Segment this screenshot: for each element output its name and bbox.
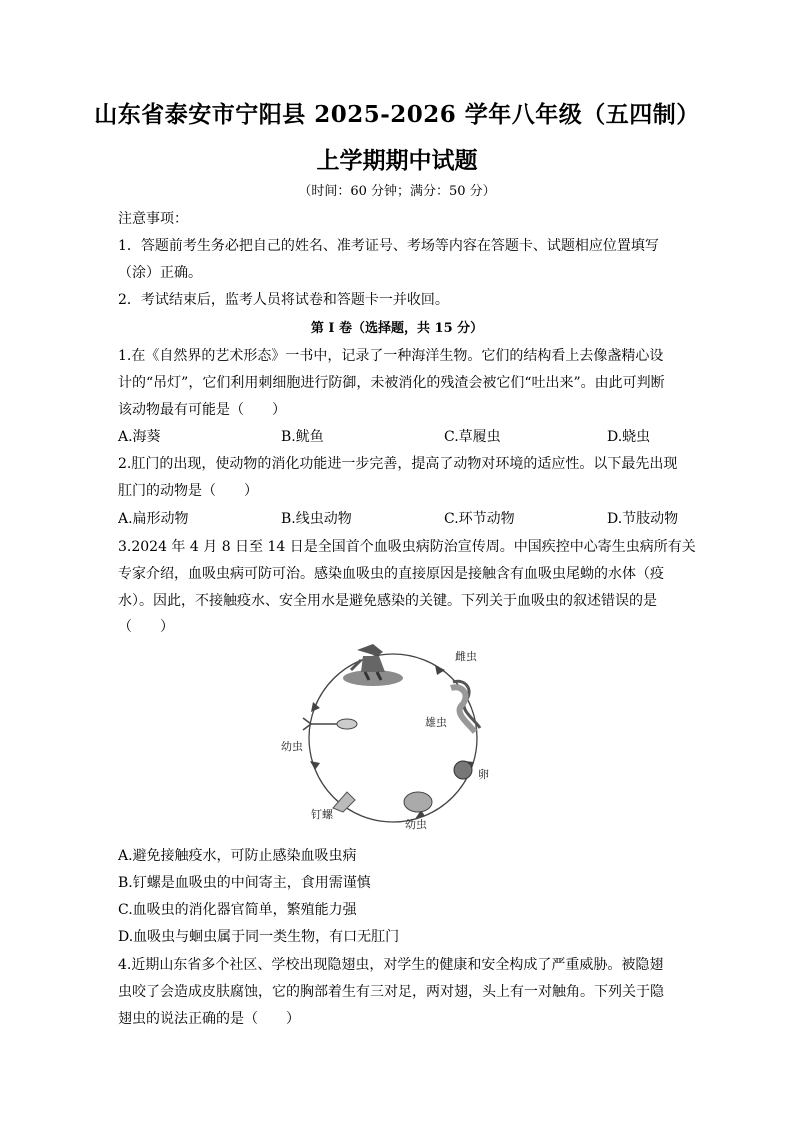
option-b: B.鱿鱼 xyxy=(281,429,324,445)
notes-header: 注意事项： xyxy=(118,211,188,227)
note-line: 2．考试结束后，监考人员将试卷和答题卡一并收回。 xyxy=(118,292,449,308)
question-3-line: （ ） xyxy=(118,619,174,635)
option-b: B.线虫动物 xyxy=(281,511,352,527)
question-4-line: 翅虫的说法正确的是（ ） xyxy=(118,1011,300,1027)
question-2-line: 肛门的动物是（ ） xyxy=(118,483,258,499)
question-1-line: 1.在《自然界的艺术形态》一书中，记录了一种海洋生物。它们的结构看上去像盏精心设 xyxy=(118,348,664,364)
option-d: D.蛲虫 xyxy=(607,429,651,445)
egg-icon xyxy=(454,761,472,779)
option-c: C.草履虫 xyxy=(444,429,501,445)
label-egg: 卵 xyxy=(478,768,489,781)
arrow-icon xyxy=(310,761,320,770)
schistosome-life-cycle-diagram xyxy=(265,640,525,840)
question-1-line: 该动物最有可能是（ ） xyxy=(118,402,286,418)
option-c: C.环节动物 xyxy=(444,511,515,527)
note-line: （涂）正确。 xyxy=(118,265,202,281)
time-score-info: （时间：60 分钟；满分：50 分） xyxy=(298,184,496,199)
question-2-options xyxy=(118,508,678,528)
option-a: A.扁形动物 xyxy=(118,511,189,527)
exam-title: 山东省泰安市宁阳县 2025-2026 学年八年级（五四制） xyxy=(94,101,700,128)
question-3-line: 专家介绍，血吸虫病可防可治。感染血吸虫的直接原因是接触含有血吸虫尾蚴的水体（疫 xyxy=(118,566,664,582)
question-1-line: 计的“吊灯”，它们利用刺细胞进行防御，未被消化的残渣会被它们“吐出来”。由此可判断 xyxy=(118,375,665,391)
snail-icon xyxy=(333,792,355,812)
label-male-worm: 雄虫 xyxy=(425,716,447,729)
label-female-worm: 雌虫 xyxy=(455,650,477,663)
label-snail: 钉螺 xyxy=(311,808,333,821)
option-b: B.钉螺是血吸虫的中间寄主，食用需谨慎 xyxy=(118,875,371,891)
section-title: 第 I 卷（选择题，共 15 分） xyxy=(310,321,484,336)
arrow-icon xyxy=(435,665,445,675)
option-d: D.血吸虫与蛔虫属于同一类生物，有口无肛门 xyxy=(118,929,400,945)
label-larva: 幼虫 xyxy=(405,818,427,831)
question-3-line: 3.2024 年 4 月 8 日至 14 日是全国首个血吸虫病防治宣传周。中国疾控中心寄生虫病所有关 xyxy=(118,539,696,555)
exam-subtitle-title: 上学期期中试题 xyxy=(316,147,478,174)
question-4-line: 虫咬了会造成皮肤腐蚀，它的胸部着生有三对足，两对翅，头上有一对触角。下列关于隐 xyxy=(118,984,664,1000)
cycle-arrows xyxy=(310,665,474,819)
question-3-line: 水）。因此，不接触疫水、安全用水是避免感染的关键。下列关于血吸虫的叙述错误的是 xyxy=(118,593,657,609)
note-line: 1．答题前考生务必把自己的姓名、准考证号、考场等内容在答题卡、试题相应位置填写 xyxy=(118,238,659,254)
question-1-options xyxy=(118,426,678,446)
miracidium-icon xyxy=(404,792,432,812)
option-c: C.血吸虫的消化器官简单，繁殖能力强 xyxy=(118,902,357,918)
label-cercaria: 幼虫 xyxy=(281,740,303,753)
option-a: A.避免接触疫水，可防止感染血吸虫病 xyxy=(118,848,357,864)
option-a: A.海葵 xyxy=(118,429,161,445)
question-4-line: 4.近期山东省多个社区、学校出现隐翅虫，对学生的健康和安全构成了严重威胁。被隐翅 xyxy=(118,957,664,973)
option-d: D.节肢动物 xyxy=(607,511,679,527)
question-2-line: 2.肛门的出现，使动物的消化功能进一步完善，提高了动物对环境的适应性。以下最先出现 xyxy=(118,456,678,472)
arrow-icon xyxy=(311,702,320,712)
